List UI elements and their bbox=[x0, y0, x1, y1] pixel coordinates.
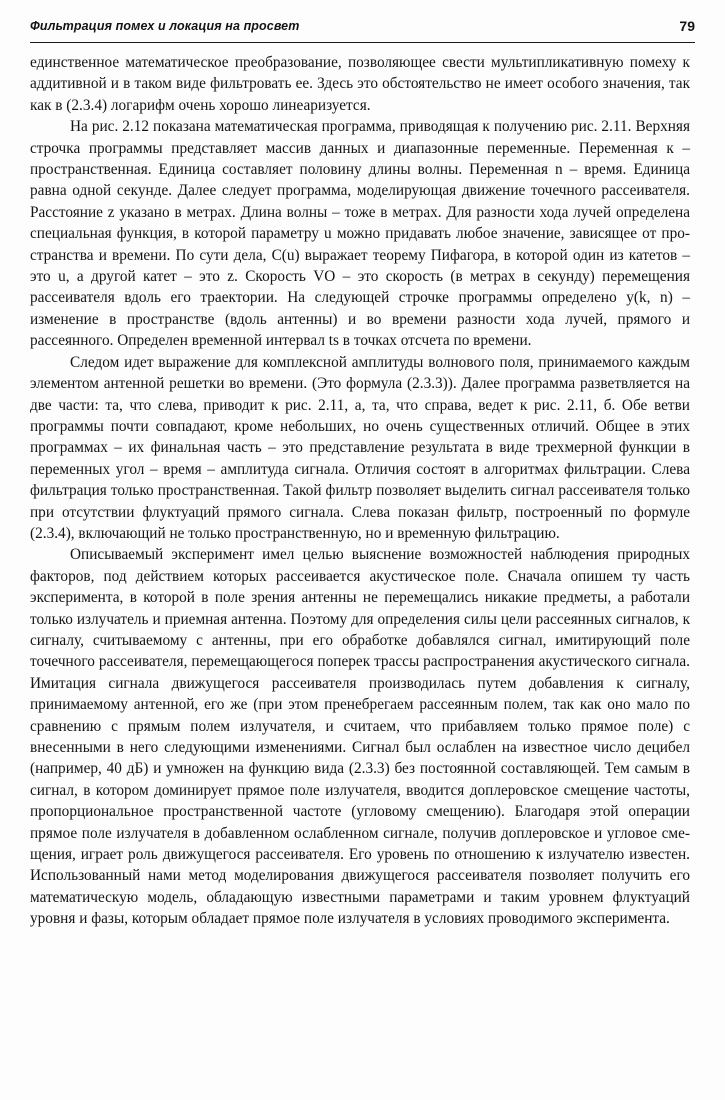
paragraph-4: Описываемый эксперимент имел целью выяснение возможностей наблюдения природных факторов, под действием которых рассеивается акустическое поле. Сначала опишем ту часть эксперимента, в которой в поле зрения антенны не перемещались никакие предметы, а работали только излучатель и приемная антенна. Поэтому для определения силы цели рассеянных сигналов, к сигналу, считываемому с антенны, при его обработке добавлялся сигнал, имитирующий поле точечного рассеивателя, перемещающегося поперек трассы распространения акустического сигнала. Имитация сигнала движущегося рассеивателя производилась путем добавления к сигналу, принимаемому антенной, его же (при этом пренебрегаем рассеянным полем, так как оно мало по сравнению с прямым полем излучателя, и считаем, что прибавляем только прямое поле) с внесенными в него следующими изменениями. Сигнал был ослаблен на известное число децибел (например, 40 дБ) и умножен на функцию вида (2.3.3) без постоянной составляющей. Тем самым в сигнал, в котором доминирует прямое поле излучателя, вводится доплеровское смещение частоты, пропорциональное пространственной частоте (угловому смещению). Благодаря этой операции прямое поле излучателя в добавленном ослабленном сигнале, получив доплеровское и угловое смещения, играет роль движущегося рассеивателя. Его уровень по отношению к излучателю известен. Использованный нами метод моделирования движущегося рассеивателя позволяет получить его математическую модель, обладающую известными параметрами и таким уровнем флуктуаций уровня и фазы, которым обладает прямое поле излучателя в условиях проводимого эксперимента. bbox=[30, 546, 690, 928]
running-title: Фильтрация помех и локация на просвет bbox=[30, 19, 300, 33]
paragraph-3: Следом идет выражение для комплексной амплитуды волнового поля, принимаемого каждым элементом антенной решетки во времени. (Это формула (2.3.3)). Далее программа разветвляется на две части: та, что слева, приводит к рис. 2.11, а, та, что справа, ведет к рис. 2.11, б. Обе ветви программы почти совпадают, кроме небольших, но очень существенных отличий. Общее в этих программах – их финальная часть – это представление результата в виде трехмерной функции в переменных угол – время – амплитуда сигнала. Отличия состоят в алгоритмах фильтрации. Слева фильтрация только пространственная. Такой фильтр позволяет выделить сигнал рассеивателя только при отсутствии флуктуаций прямого сигнала. Слева показан фильтр, построенный по формуле (2.3.4), включающий не только пространственную, но и временную фильтрацию. bbox=[30, 353, 690, 542]
paragraph-2: На рис. 2.12 показана математическая программа, приводящая к получению рис. 2.11. Верхняя строчка программы представляет массив данных и диапазонные переменные. Переменная к – пространственная. Единица составляет половину длины волны. Переменная n – время. Единица равна одной секунде. Далее следует программа, моделирующая движение точечного рассеивателя. Расстояние z указано в метрах. Длина волны – тоже в метрах. Для разности хода лучей определена специальная функция, в которой параметру u можно придавать любое значение, зависящее от пространства и времени. По сути дела, C(u) выражает теорему Пифагора, в которой один из катетов – это u, а другой катет – это z. Скорость VO – это скорость (в метрах в секунду) перемещения рассеивателя вдоль его траектории. На следующей строчке программы определено y(k, n) – изменение в пространстве (вдоль антенны) и во времени разности хода лучей, прямого и рассеянного. Определен временной интервал ts в точках отсчета по времени. bbox=[30, 118, 690, 350]
paragraph-1: единственное математическое преобразование, позволяющее свести мультипликативную помеху к аддитивной и в таком виде фильтровать ее. Здесь это обстоятельство не имеет особого значения, так как в (2.3.4) логарифм очень хорошо линеаризуется. bbox=[30, 54, 690, 114]
running-header bbox=[30, 16, 695, 43]
page-number: 79 bbox=[679, 18, 695, 34]
body-text bbox=[30, 52, 690, 930]
